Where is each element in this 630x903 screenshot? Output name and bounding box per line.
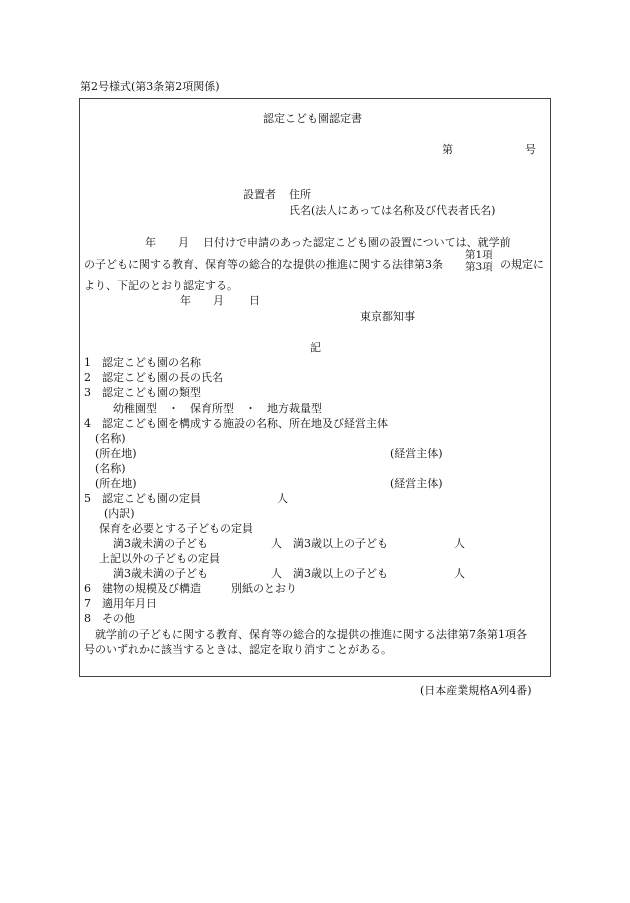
body-date-year: 年 bbox=[145, 236, 156, 249]
clause-b: 第3項 bbox=[465, 261, 493, 273]
issue-day: 日 bbox=[249, 294, 260, 307]
item-6: 6 建物の規模及び構造 bbox=[84, 582, 201, 595]
others-over3-nin: 人 bbox=[454, 567, 465, 580]
page-title: 認定こども園認定書 bbox=[263, 112, 362, 125]
issue-year: 年 bbox=[180, 294, 191, 307]
name-label-1: (名称) bbox=[95, 432, 126, 445]
care-required-label: 保育を必要とする子どもの定員 bbox=[99, 522, 253, 535]
item-6-value: 別紙のとおり bbox=[231, 582, 297, 595]
paper-size-note: (日本産業規格A列4番) bbox=[420, 684, 532, 697]
item-7: 7 適用年月日 bbox=[84, 597, 157, 610]
establisher-label: 設置者 bbox=[243, 188, 276, 201]
item-1: 1 認定こども園の名称 bbox=[84, 356, 201, 369]
location-label-2: (所在地) bbox=[95, 477, 137, 490]
establisher-address: 住所 bbox=[289, 188, 311, 201]
note-line-2: 号のいずれかに該当するときは、認定を取り消すことがある。 bbox=[84, 643, 392, 656]
body-line-2: の子どもに関する教育、保育等の総合的な提供の推進に関する法律第3条 bbox=[84, 258, 443, 271]
item-5: 5 認定こども園の定員 bbox=[84, 492, 201, 505]
item-3: 3 認定こども園の類型 bbox=[84, 386, 201, 399]
note-line-1: 就学前の子どもに関する教育、保育等の総合的な提供の推進に関する法律第7条第1項各 bbox=[95, 628, 527, 641]
body-date-month: 月 bbox=[178, 236, 189, 249]
others-under3-nin: 人 bbox=[271, 567, 282, 580]
body-line-1: 日付けで申請のあった認定こども園の設置については、就学前 bbox=[203, 236, 511, 249]
care-under3: 満3歳未満の子ども bbox=[113, 537, 208, 550]
others-label: 上記以外の子どもの定員 bbox=[99, 552, 220, 565]
issuer: 東京都知事 bbox=[360, 310, 415, 323]
capacity-nin: 人 bbox=[277, 492, 288, 505]
others-over3: 満3歳以上の子ども bbox=[293, 567, 388, 580]
care-under3-nin: 人 bbox=[271, 537, 282, 550]
item-2: 2 認定こども園の長の氏名 bbox=[84, 371, 223, 384]
issue-month: 月 bbox=[213, 294, 224, 307]
clause-options bbox=[465, 249, 493, 273]
breakdown-label: (内訳) bbox=[104, 507, 135, 520]
facility-types: 幼稚園型 ・ 保育所型 ・ 地方裁量型 bbox=[113, 402, 322, 415]
others-under3: 満3歳未満の子ども bbox=[113, 567, 208, 580]
ki-heading: 記 bbox=[310, 341, 321, 354]
body-line-2-end: の規定に bbox=[500, 258, 544, 271]
name-label-2: (名称) bbox=[95, 462, 126, 475]
number-go: 号 bbox=[525, 143, 536, 156]
clause-a: 第1項 bbox=[465, 249, 493, 261]
care-over3: 満3歳以上の子ども bbox=[293, 537, 388, 550]
item-8: 8 その他 bbox=[84, 612, 135, 625]
location-label-1: (所在地) bbox=[95, 447, 137, 460]
form-label: 第2号様式(第3条第2項関係) bbox=[80, 80, 220, 93]
establisher-name: 氏名(法人にあっては名称及び代表者氏名) bbox=[289, 204, 496, 217]
item-4: 4 認定こども園を構成する施設の名称、所在地及び経営主体 bbox=[84, 417, 388, 430]
operator-label-1: (経営主体) bbox=[390, 447, 443, 460]
operator-label-2: (経営主体) bbox=[390, 477, 443, 490]
number-dai: 第 bbox=[442, 143, 453, 156]
body-line-3: より、下記のとおり認定する。 bbox=[84, 279, 238, 292]
care-over3-nin: 人 bbox=[454, 537, 465, 550]
